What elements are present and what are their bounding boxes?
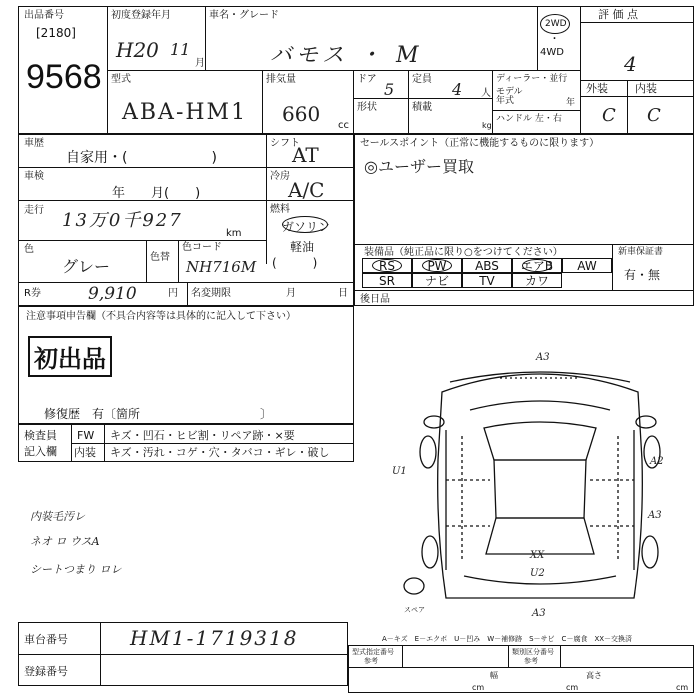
divider bbox=[508, 645, 509, 667]
inspector-label: 検査員 bbox=[24, 429, 57, 442]
evaluation-label: 評 価 点 bbox=[598, 8, 638, 21]
load-label: 積載 bbox=[412, 102, 432, 113]
equipment-item: PW bbox=[412, 258, 462, 273]
recycle-unit: 円 bbox=[168, 288, 178, 299]
equipment-item: ABS bbox=[462, 258, 512, 273]
color-code-label: 色コード bbox=[182, 242, 222, 253]
divider bbox=[18, 282, 354, 283]
evaluation-score: 4 bbox=[624, 52, 637, 76]
equipment-item: カワ bbox=[512, 273, 562, 288]
model-year-label: モデル年式 bbox=[496, 87, 523, 106]
exterior-label: 外装 bbox=[586, 82, 608, 95]
color-code: NH716M bbox=[186, 258, 257, 276]
divider bbox=[492, 70, 493, 134]
divider bbox=[178, 240, 179, 282]
dim-width-label: 幅 bbox=[490, 671, 498, 680]
aircon-value: A/C bbox=[288, 178, 325, 202]
inspection-label: 車検 bbox=[24, 171, 44, 182]
category-no-sub: 参考 bbox=[524, 657, 538, 665]
fuel-gas-circle bbox=[282, 216, 331, 234]
doors-value: 5 bbox=[384, 80, 395, 99]
handle-label: ハンドル 左・右 bbox=[496, 114, 562, 124]
equipment-item: AW bbox=[562, 258, 612, 273]
first-reg-year: H20 bbox=[116, 38, 159, 62]
model-value: ABA-HM1 bbox=[122, 100, 248, 125]
dim-cm: cm bbox=[472, 683, 485, 692]
damage-mark: U2 bbox=[530, 568, 545, 579]
damage-mark: A3 bbox=[532, 608, 546, 619]
divider bbox=[187, 282, 188, 306]
history-value: 自家用・( ) bbox=[66, 150, 217, 166]
fuel-diesel: 軽油 bbox=[290, 240, 315, 254]
divider bbox=[107, 70, 580, 71]
first-reg-month-unit: 月 bbox=[195, 58, 205, 69]
interior-value: C bbox=[647, 105, 661, 126]
doors-label: ドア bbox=[357, 74, 377, 85]
registration-expiry-label: 名変期限 bbox=[191, 288, 231, 299]
equipment-item: SR bbox=[362, 273, 412, 288]
equipment-circle-mark bbox=[372, 259, 402, 272]
specified-model-sub: 参考 bbox=[364, 657, 378, 665]
divider bbox=[580, 6, 581, 134]
divider bbox=[146, 240, 147, 282]
dim-cm: cm bbox=[566, 683, 579, 692]
damage-mark: A3 bbox=[536, 352, 550, 363]
notes-stamp: 初出品 bbox=[28, 336, 112, 377]
drive-dot: ･ bbox=[552, 34, 557, 45]
divider bbox=[580, 80, 694, 81]
shape-label: 形状 bbox=[357, 102, 377, 113]
mileage-label: 走行 bbox=[24, 205, 44, 216]
first-reg-label: 初度登録年月 bbox=[111, 10, 171, 21]
inspector-line1: キズ・凹石・ヒビ割・リペア跡・×要 bbox=[110, 429, 295, 442]
color-value: グレー bbox=[62, 257, 111, 276]
car-name-value: バモス ・ M bbox=[270, 43, 423, 68]
divider bbox=[402, 645, 403, 667]
history-label: 車歴 bbox=[24, 138, 44, 149]
model-label: 型式 bbox=[111, 74, 131, 85]
new-car-warranty-value: 有・無 bbox=[624, 268, 661, 282]
notes-label: 注意事項申告欄（不具合内容等は具体的に記入して下さい） bbox=[26, 311, 296, 322]
recycle-value: 9,910 bbox=[88, 284, 137, 304]
lot-sub: [2180] bbox=[36, 26, 76, 40]
equipment-label: 装備品（純正品に限り○をつけてください） bbox=[364, 247, 563, 258]
drive-2wd: 2WD bbox=[545, 19, 567, 29]
next-day-label: 後日品 bbox=[360, 294, 390, 305]
inspector-sub: 記入欄 bbox=[24, 445, 57, 458]
inspector-fw: FW bbox=[77, 429, 95, 442]
chassis-value: HM1-1719318 bbox=[130, 626, 299, 650]
divider bbox=[205, 6, 206, 70]
capacity-unit: 人 bbox=[481, 88, 491, 99]
equipment-circle-mark bbox=[522, 259, 552, 272]
capacity-label: 定員 bbox=[412, 74, 432, 85]
inspector-inner: 内装 bbox=[74, 446, 96, 459]
recycle-label: R券 bbox=[24, 288, 41, 299]
divider bbox=[262, 70, 263, 134]
dealer-label: ディーラー・並行 bbox=[496, 74, 568, 84]
mileage-value: 13万0千927 bbox=[62, 210, 183, 231]
displacement-value: 660 bbox=[282, 102, 321, 126]
divider bbox=[18, 240, 266, 241]
inspection-value: 年 月( ) bbox=[112, 186, 201, 201]
handwritten-note: シートつまり ロレ bbox=[30, 563, 122, 576]
divider bbox=[18, 200, 354, 201]
divider bbox=[266, 134, 267, 264]
divider bbox=[71, 443, 354, 444]
divider bbox=[353, 98, 492, 99]
chassis-label: 車台番号 bbox=[24, 633, 68, 646]
equipment-item: ナビ bbox=[412, 273, 462, 288]
divider bbox=[348, 667, 694, 668]
inspector-line2: キズ・汚れ・コゲ・穴・タバコ・ギレ・破し bbox=[110, 446, 330, 459]
dim-height-label: 高さ bbox=[586, 671, 602, 680]
damage-mark: スペア bbox=[404, 606, 425, 614]
handwritten-note: 内装毛汚レ bbox=[30, 510, 85, 523]
divider bbox=[354, 244, 694, 245]
aircon-label: 冷房 bbox=[270, 171, 290, 182]
interior-label: 内装 bbox=[635, 82, 657, 95]
shift-label: シフト bbox=[270, 138, 300, 149]
equipment-circle-mark bbox=[422, 259, 452, 272]
sales-point-label: セールスポイント（正常に機能するものに限ります） bbox=[360, 138, 600, 149]
specified-model-label: 型式指定番号 bbox=[352, 648, 394, 656]
repair-history: 修復歴 有〔箇所 〕 bbox=[44, 407, 273, 421]
divider bbox=[537, 6, 538, 70]
capacity-value: 4 bbox=[452, 80, 463, 99]
registration-no-label: 登録番号 bbox=[24, 665, 68, 678]
mileage-unit: km bbox=[226, 228, 242, 239]
lot-number: 9568 bbox=[26, 58, 102, 96]
divider bbox=[353, 70, 354, 134]
load-unit: kg bbox=[482, 121, 492, 130]
lot-label: 出品番号 bbox=[24, 10, 64, 21]
legend: A－キズ E－エクボ U－凹み W－補修跡 S－サビ C－腐食 XX－交換済 bbox=[382, 635, 633, 643]
fuel-paren: ( ) bbox=[272, 256, 318, 270]
dim-cm: cm bbox=[676, 683, 689, 692]
shift-value: AT bbox=[292, 143, 319, 167]
fuel-gas: ガソリン bbox=[282, 220, 331, 234]
divider bbox=[560, 645, 561, 667]
car-diagram bbox=[380, 340, 700, 620]
divider bbox=[580, 22, 694, 23]
displacement-label: 排気量 bbox=[266, 74, 296, 85]
divider bbox=[627, 80, 628, 134]
divider bbox=[18, 654, 348, 655]
category-no-label: 類別区分番号 bbox=[512, 648, 554, 656]
divider bbox=[612, 244, 613, 290]
color-change-label: 色替 bbox=[150, 252, 170, 263]
damage-mark: A3 bbox=[648, 510, 662, 521]
car-name-label: 車名・グレード bbox=[209, 10, 279, 21]
divider bbox=[18, 167, 354, 168]
first-reg-month: 11 bbox=[170, 40, 191, 59]
drive-4wd: 4WD bbox=[540, 47, 564, 58]
divider bbox=[492, 110, 580, 111]
divider bbox=[354, 290, 694, 291]
handwritten-note: ネオ ロ ウスA bbox=[30, 535, 100, 548]
new-car-warranty-label: 新車保証書 bbox=[618, 247, 664, 257]
sales-point-value: ◎ユーザー買取 bbox=[364, 157, 474, 176]
fuel-label: 燃料 bbox=[270, 204, 290, 215]
color-label: 色 bbox=[24, 244, 34, 255]
model-year-unit: 年 bbox=[566, 98, 576, 108]
damage-mark: A2 bbox=[650, 456, 664, 467]
divider bbox=[408, 70, 409, 134]
equipment-item: RS bbox=[362, 258, 412, 273]
divider bbox=[580, 96, 694, 97]
exterior-value: C bbox=[602, 105, 616, 126]
registration-expiry-day: 日 bbox=[338, 288, 348, 299]
registration-expiry-month: 月 bbox=[286, 288, 296, 299]
equipment-item: TV bbox=[462, 273, 512, 288]
equipment-item: エアB bbox=[512, 258, 562, 273]
damage-mark: U1 bbox=[392, 466, 407, 477]
damage-mark: XX bbox=[530, 550, 545, 561]
displacement-unit: cc bbox=[338, 120, 349, 131]
